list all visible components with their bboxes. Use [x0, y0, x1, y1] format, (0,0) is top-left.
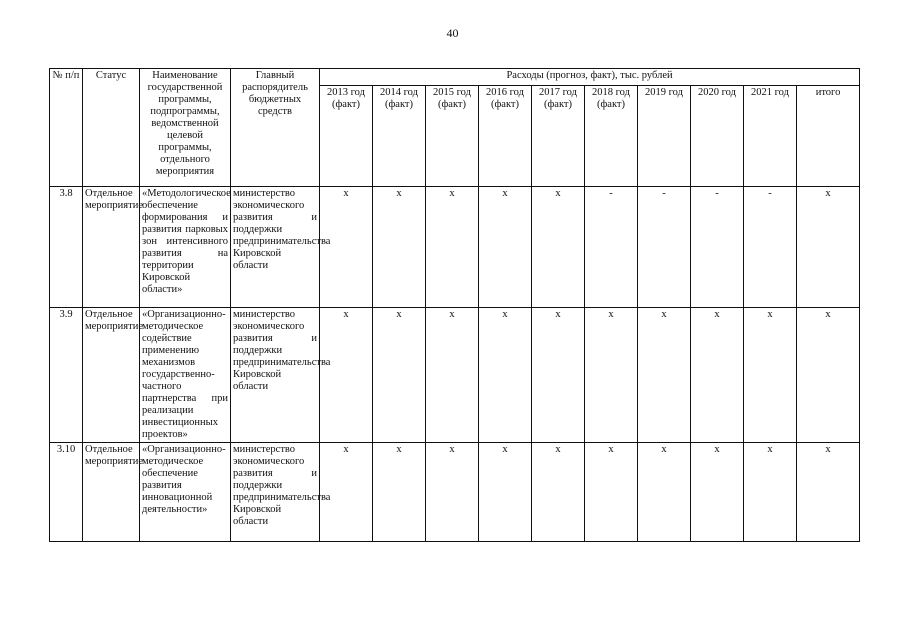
cell-total: х: [797, 308, 860, 443]
budget-table: [49, 68, 860, 542]
cell-2014: х: [373, 443, 426, 542]
header-num: № п/п: [50, 69, 83, 187]
row-manager: министерство экономического развития и поддержки предпринимательства Кировской области: [231, 308, 320, 443]
cell-2017: х: [532, 443, 585, 542]
cell-2016: х: [479, 187, 532, 308]
cell-2020: х: [691, 443, 744, 542]
cell-2018: х: [585, 443, 638, 542]
cell-2019: -: [638, 187, 691, 308]
header-total: итого: [797, 86, 860, 187]
table-row: [50, 443, 860, 542]
row-name: «Организационно-методическое содействие применению механизмов государственно-частного партнерства при реализации инвестиционных проектов»: [140, 308, 231, 443]
header-manager: Главный распорядитель бюджетных средств: [231, 69, 320, 187]
cell-2014: х: [373, 308, 426, 443]
table-row: [50, 308, 860, 443]
header-year-2020: 2020 год: [691, 86, 744, 187]
row-name: «Методологическое обеспечение формирования и развития парковых зон интенсивного развития на территории Кировской области»: [140, 187, 231, 308]
row-manager: министерство экономического развития и поддержки предпринимательства Кировской области: [231, 443, 320, 542]
row-num: 3.10: [50, 443, 83, 542]
header-year-2016: 2016 год (факт): [479, 86, 532, 187]
header-year-2021: 2021 год: [744, 86, 797, 187]
header-row: [50, 69, 860, 86]
cell-2014: х: [373, 187, 426, 308]
cell-2020: -: [691, 187, 744, 308]
cell-2016: х: [479, 308, 532, 443]
row-status: Отдельное мероприятие: [83, 443, 140, 542]
row-manager: министерство экономического развития и поддержки предпринимательства Кировской области: [231, 187, 320, 308]
header-expenses: Расходы (прогноз, факт), тыс. рублей: [320, 69, 860, 86]
cell-2015: х: [426, 308, 479, 443]
cell-2021: -: [744, 187, 797, 308]
header-year-2017: 2017 год (факт): [532, 86, 585, 187]
header-year-2015: 2015 год (факт): [426, 86, 479, 187]
cell-2013: х: [320, 187, 373, 308]
row-num: 3.9: [50, 308, 83, 443]
header-year-2018: 2018 год (факт): [585, 86, 638, 187]
row-name: «Организационно-методическое обеспечение развития инновационной деятельности»: [140, 443, 231, 542]
cell-total: х: [797, 443, 860, 542]
cell-2016: х: [479, 443, 532, 542]
cell-2013: х: [320, 443, 373, 542]
header-year-2013: 2013 год (факт): [320, 86, 373, 187]
cell-2017: х: [532, 187, 585, 308]
header-year-2019: 2019 год: [638, 86, 691, 187]
cell-2021: х: [744, 443, 797, 542]
cell-2019: х: [638, 308, 691, 443]
cell-2021: х: [744, 308, 797, 443]
table-row: [50, 187, 860, 308]
page-number: 40: [446, 26, 459, 40]
row-status: Отдельное мероприятие: [83, 187, 140, 308]
header-status: Статус: [83, 69, 140, 187]
cell-2018: -: [585, 187, 638, 308]
cell-2019: х: [638, 443, 691, 542]
cell-2020: х: [691, 308, 744, 443]
cell-2015: х: [426, 443, 479, 542]
row-num: 3.8: [50, 187, 83, 308]
cell-total: х: [797, 187, 860, 308]
header-year-2014: 2014 год (факт): [373, 86, 426, 187]
cell-2015: х: [426, 187, 479, 308]
cell-2017: х: [532, 308, 585, 443]
row-status: Отдельное мероприятие: [83, 308, 140, 443]
header-name: Наименование государственной программы, подпрограммы, ведомственной целевой программы, отдельного мероприятия: [140, 69, 231, 187]
cell-2013: х: [320, 308, 373, 443]
cell-2018: х: [585, 308, 638, 443]
